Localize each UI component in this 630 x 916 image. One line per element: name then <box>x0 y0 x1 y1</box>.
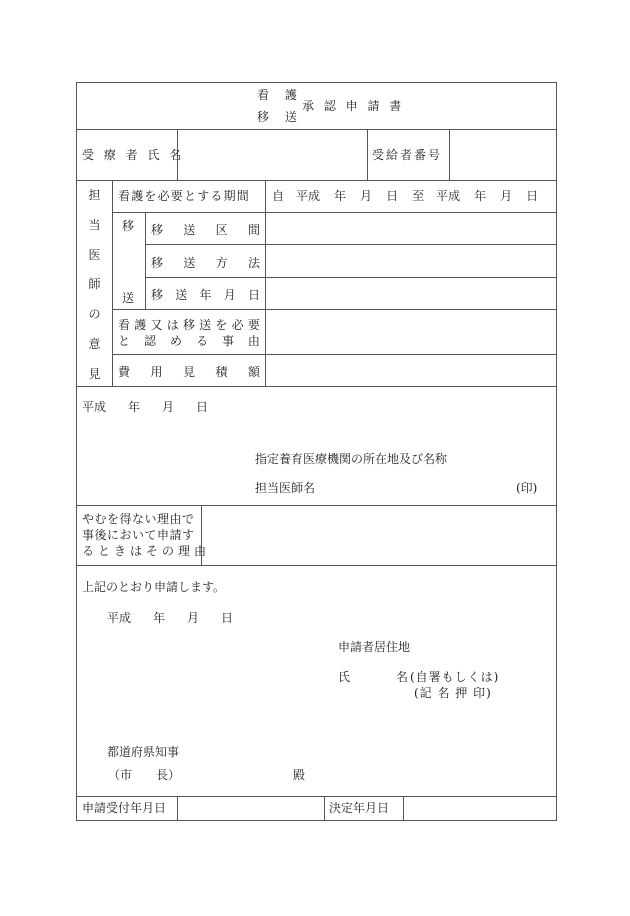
label-char: 看 <box>118 318 131 332</box>
label-char: 送 <box>175 288 188 302</box>
day: 日 <box>196 400 209 414</box>
label-char: 送 <box>183 223 196 237</box>
label-char: 必 <box>231 318 244 332</box>
label-char: 送 <box>199 318 212 332</box>
era: 平成 <box>82 400 107 414</box>
label-char: 月 <box>223 288 236 302</box>
transport-method-label <box>151 254 260 271</box>
label-char: 移 <box>151 288 164 302</box>
label-char: 用 <box>150 365 163 379</box>
recipient-name-label: 受 療 者 氏 名 <box>82 148 185 162</box>
doctor-name-label: 担当医師名 <box>255 481 316 495</box>
year: 年 <box>153 611 166 625</box>
reason-label-line2 <box>118 332 260 349</box>
label-char: 事 <box>221 334 234 348</box>
recipient-number-field[interactable] <box>450 130 556 180</box>
from-label: 自 <box>272 189 285 203</box>
transport-section-label <box>151 221 260 238</box>
era: 平成 <box>296 189 321 203</box>
label-char: 移 <box>151 256 164 270</box>
year: 年 <box>334 189 347 203</box>
label-char: 額 <box>247 365 260 379</box>
label-char: 費 <box>118 365 131 379</box>
year: 年 <box>474 189 487 203</box>
recipient-name-field[interactable] <box>177 129 368 181</box>
label-char: 護 <box>134 318 147 332</box>
addressee-2: （市 長） <box>108 768 181 782</box>
day: 日 <box>221 611 234 625</box>
label-char: 担 <box>88 188 101 202</box>
doctor-date <box>82 400 208 414</box>
period-label: 看護を必要とする期間 <box>118 189 251 203</box>
received-label: 申請受付年月日 <box>82 801 167 815</box>
name-label-1: 氏 <box>338 670 351 684</box>
cost-label <box>118 363 260 380</box>
decision-label: 決定年月日 <box>329 801 390 815</box>
label-char: 間 <box>247 223 260 237</box>
label-char: 送 <box>183 256 196 270</box>
label-char: 移 <box>182 318 195 332</box>
label-char: 要 <box>247 318 260 332</box>
honorific: 殿 <box>293 768 306 782</box>
label-char: 見 <box>88 366 101 381</box>
label-char: 方 <box>215 256 228 270</box>
opinion-side-label <box>76 186 113 382</box>
label-char: め <box>169 334 182 348</box>
label-char: 医 <box>88 247 101 262</box>
label-char: 当 <box>88 217 101 232</box>
transport-label-bottom: 送 <box>122 291 135 305</box>
signature-note-2: (記 名 押 印) <box>414 686 492 700</box>
month: 月 <box>187 611 200 625</box>
day: 日 <box>386 189 399 203</box>
label-char: 区 <box>215 223 228 237</box>
label-char: 意 <box>88 337 101 352</box>
addressee-1: 都道府県知事 <box>107 745 180 759</box>
received-value-field[interactable] <box>177 796 325 821</box>
era: 平成 <box>436 189 461 203</box>
label-char: 年 <box>199 288 212 302</box>
to-label: 至 <box>412 189 425 203</box>
recipient-number-label: 受給者番号 <box>372 148 443 162</box>
label-char: 又 <box>150 318 163 332</box>
month: 月 <box>500 189 513 203</box>
late-reason-label-1: やむを得ない理由で <box>82 512 195 526</box>
label-char: の <box>88 307 101 322</box>
transport-label-top: 移 <box>122 219 135 233</box>
label-char: は <box>166 318 179 332</box>
applicant-date <box>107 611 233 625</box>
label-char: 積 <box>215 365 228 379</box>
institution-label: 指定養育医療機関の所在地及び名称 <box>255 452 448 466</box>
label-char: 日 <box>247 288 260 302</box>
era: 平成 <box>107 611 132 625</box>
month: 月 <box>360 189 373 203</box>
month: 月 <box>162 400 175 414</box>
address-label: 申請者居住地 <box>338 640 411 654</box>
label-char: 移 <box>151 223 164 237</box>
label-char: 由 <box>247 334 260 348</box>
name-label-2: 名 <box>396 670 409 684</box>
title-main: 承 認 申 請 書 <box>302 99 405 113</box>
seal-mark: (印) <box>516 481 538 495</box>
signature-note-1: (自署もしくは) <box>410 670 500 684</box>
label-char: 見 <box>182 365 195 379</box>
title-transport: 移 送 <box>257 110 303 124</box>
year: 年 <box>128 400 141 414</box>
reason-label-line1 <box>118 316 260 333</box>
label-char: 師 <box>88 277 101 292</box>
label-char: 法 <box>247 256 260 270</box>
transport-date-label <box>151 286 260 303</box>
statement: 上記のとおり申請します。 <box>82 580 226 594</box>
label-char: を <box>215 318 228 332</box>
title-nursing: 看 護 <box>257 88 303 102</box>
decision-value-field[interactable] <box>404 797 556 820</box>
late-reason-label-2: 事後において申請す <box>82 528 195 542</box>
label-char: 認 <box>143 334 156 348</box>
label-char: と <box>118 334 131 348</box>
late-reason-field[interactable] <box>202 506 556 565</box>
period-value[interactable] <box>272 189 538 203</box>
day: 日 <box>526 189 539 203</box>
late-reason-label-3: るときはその理由 <box>82 544 211 558</box>
label-char: る <box>195 334 208 348</box>
